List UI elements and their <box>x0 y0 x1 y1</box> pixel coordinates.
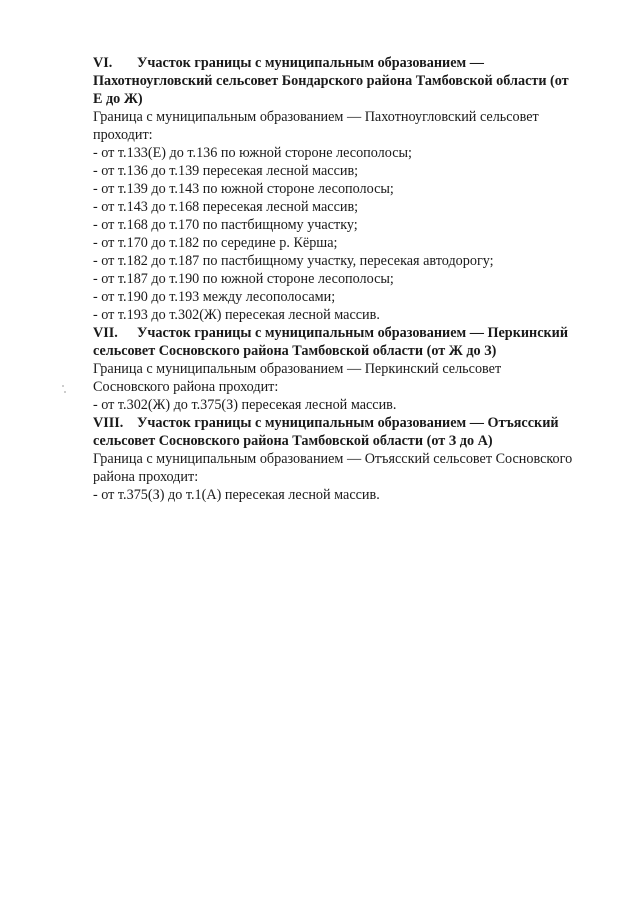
boundary-item: - от т.133(Е) до т.136 по южной стороне лесополосы; <box>93 145 412 161</box>
scan-speck <box>64 391 66 393</box>
boundary-item: - от т.139 до т.143 по южной стороне лесополосы; <box>93 181 394 197</box>
section-intro-line: Граница с муниципальным образованием — Отъясский сельсовет Сосновского <box>93 451 573 467</box>
section-heading-line: сельсовет Сосновского района Тамбовской области (от Ж до З) <box>93 343 497 359</box>
section-intro-line: района проходит: <box>93 469 199 485</box>
boundary-item: - от т.170 до т.182 по середине р. Кёрша; <box>93 235 338 251</box>
section-intro-line: Граница с муниципальным образованием — Пахотноугловский сельсовет <box>93 109 539 125</box>
scan-speck <box>62 385 64 387</box>
document-page <box>93 54 623 504</box>
boundary-item: - от т.182 до т.187 по пастбищному участку, пересекая автодорогу; <box>93 253 494 269</box>
section-heading <box>93 414 623 432</box>
boundary-item: - от т.193 до т.302(Ж) пересекая лесной массив. <box>93 307 380 323</box>
section-numeral: VII. <box>93 325 118 341</box>
section-heading-line: Е до Ж) <box>93 91 143 107</box>
section-vi <box>93 54 623 324</box>
boundary-list <box>93 144 623 324</box>
boundary-item: - от т.187 до т.190 по южной стороне лесополосы; <box>93 271 394 287</box>
section-heading <box>93 324 623 342</box>
section-heading-line: Участок границы с муниципальным образованием — Отъясский <box>137 415 559 431</box>
section-intro-line: проходит: <box>93 127 153 143</box>
section-heading <box>93 54 623 72</box>
section-numeral: VI. <box>93 55 113 71</box>
section-intro-line: Сосновского района проходит: <box>93 379 279 395</box>
section-intro-line: Граница с муниципальным образованием — Перкинский сельсовет <box>93 361 502 377</box>
section-heading-line: Участок границы с муниципальным образованием — Перкинский <box>137 325 569 341</box>
boundary-list <box>93 396 623 414</box>
boundary-item: - от т.302(Ж) до т.375(З) пересекая лесной массив. <box>93 397 397 413</box>
boundary-item: - от т.168 до т.170 по пастбищному участку; <box>93 217 358 233</box>
section-heading-line: Участок границы с муниципальным образованием — <box>137 55 484 71</box>
boundary-item: - от т.136 до т.139 пересекая лесной массив; <box>93 163 359 179</box>
boundary-list <box>93 486 623 504</box>
section-numeral: VIII. <box>93 415 124 431</box>
boundary-item: - от т.143 до т.168 пересекая лесной массив; <box>93 199 359 215</box>
section-vii <box>93 324 623 414</box>
section-viii <box>93 414 623 504</box>
boundary-item: - от т.375(З) до т.1(А) пересекая лесной массив. <box>93 487 380 503</box>
section-heading-line: Пахотноугловский сельсовет Бондарского района Тамбовской области (от <box>93 73 569 89</box>
boundary-item: - от т.190 до т.193 между лесополосами; <box>93 289 336 305</box>
section-heading-line: сельсовет Сосновского района Тамбовской области (от З до А) <box>93 433 493 449</box>
